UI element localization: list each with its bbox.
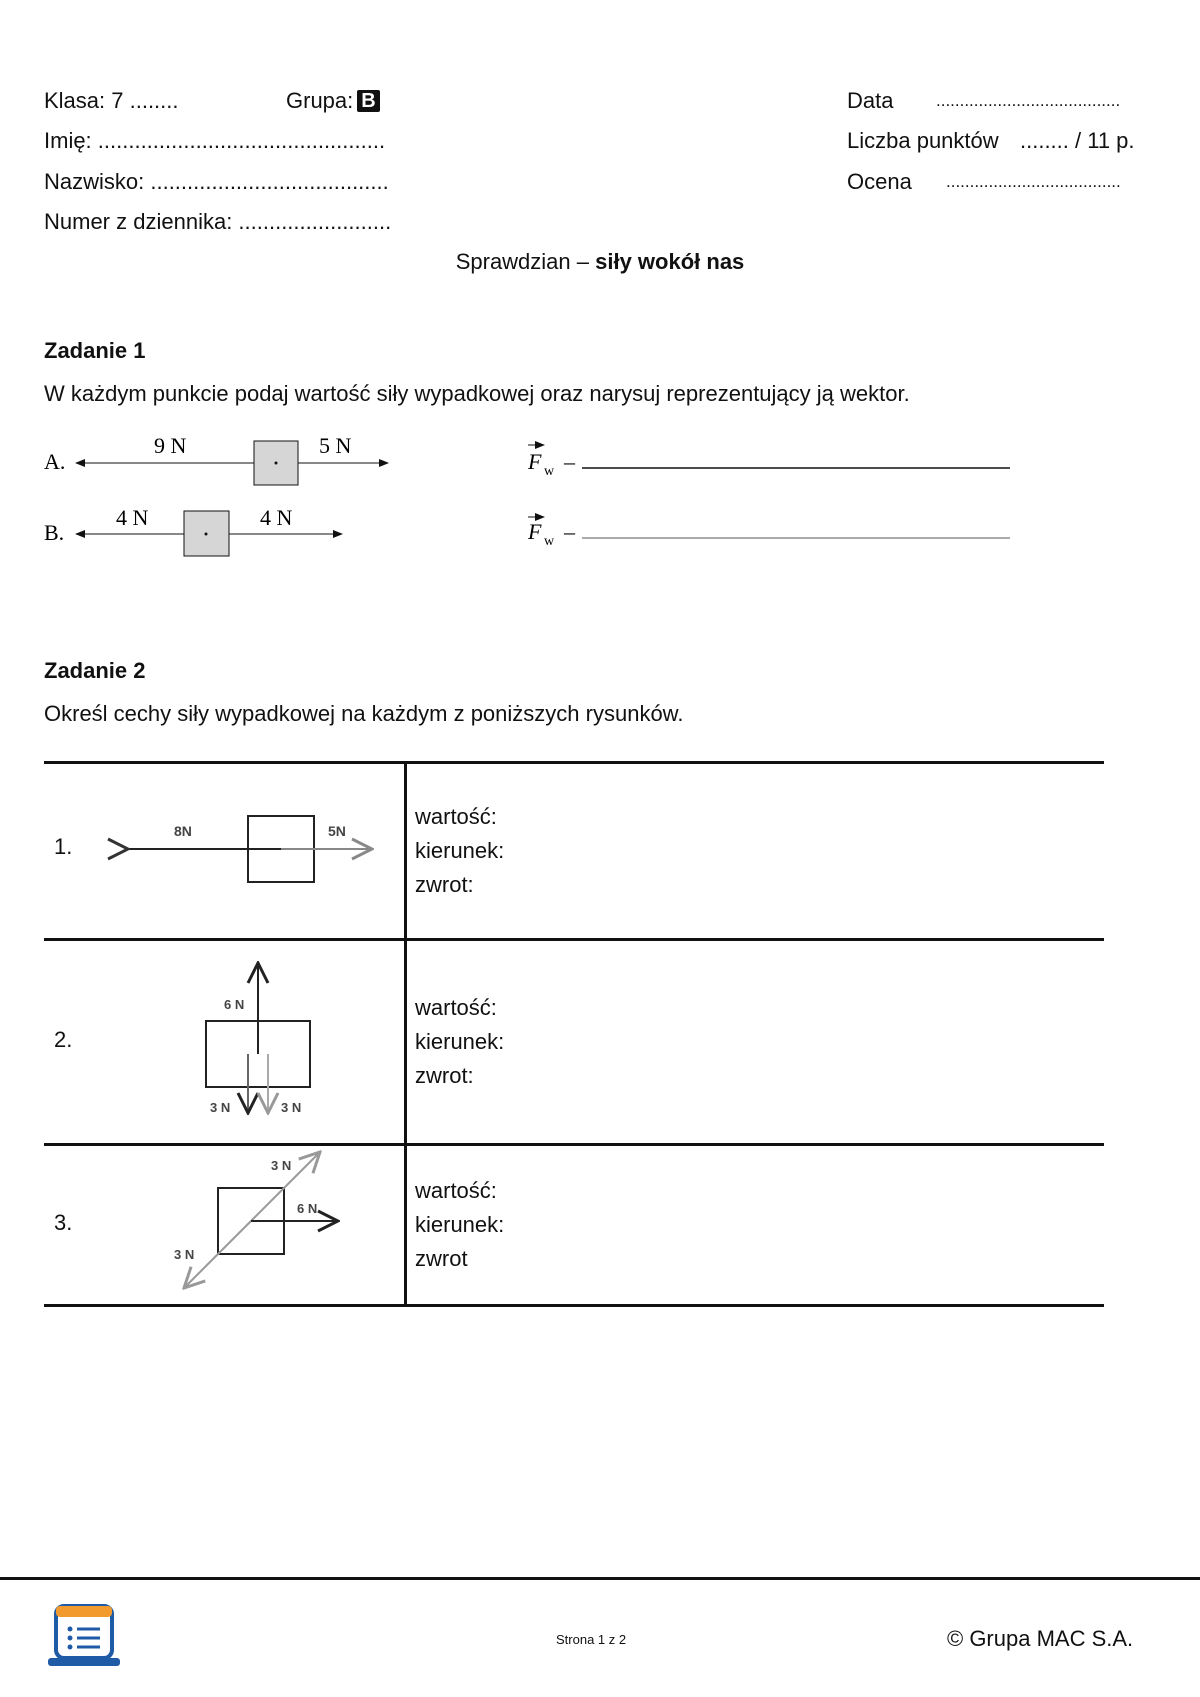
ocena-field[interactable]: ..................................... <box>946 172 1121 191</box>
row3-diag-force-2: 3 N <box>174 1247 195 1262</box>
document-logo-icon <box>46 1602 122 1670</box>
row1-figure-cell <box>44 763 406 940</box>
page-number: Strona 1 z 2 <box>556 1632 627 1647</box>
row1-zwrot: zwrot: <box>415 872 474 897</box>
row3-diag-force-1: 3 N <box>271 1158 292 1173</box>
task1-a-fw-symbol: F <box>528 449 542 474</box>
klasa-field: Klasa: 7 ........ <box>44 88 179 113</box>
task1-heading: Zadanie 1 <box>44 338 146 363</box>
row3-right-force: 6 N <box>297 1201 318 1216</box>
row3-number: 3. <box>54 1210 73 1235</box>
row2-figure-cell <box>44 940 406 1145</box>
row3-kierunek: kierunek: <box>415 1212 505 1237</box>
task1-text: W każdym punkcie podaj wartość siły wypadkowej oraz narysuj reprezentujący ją wektor. <box>44 381 910 406</box>
table-row <box>44 940 1104 1145</box>
row2-down-force-2: 3 N <box>281 1100 302 1115</box>
ocena-label: Ocena <box>847 169 912 194</box>
imie-field[interactable]: Imię: ............................................... <box>44 128 386 153</box>
grupa-badge: B <box>357 90 379 112</box>
task1-b-left-force: 4 N <box>116 505 149 530</box>
task2-text: Określ cechy siły wypadkowej na każdym z poniższych rysunków. <box>44 701 684 726</box>
grupa-field: Grupa: B <box>286 88 380 114</box>
task1-b-right-force: 4 N <box>260 505 293 530</box>
copyright: © Grupa MAC S.A. <box>947 1626 1134 1651</box>
task1-b-fw-dash: – <box>564 519 575 544</box>
task1-a-fw-dash: – <box>564 449 575 474</box>
row1-wartosc: wartość: <box>415 804 497 829</box>
row2-number: 2. <box>54 1027 73 1052</box>
row1-left-force: 8N <box>174 823 192 839</box>
footer-divider <box>0 1577 1200 1580</box>
row3-figure-cell <box>44 1145 406 1306</box>
row3-zwrot: zwrot <box>415 1246 468 1271</box>
task1-b-label: B. <box>44 520 65 545</box>
task2-heading: Zadanie 2 <box>44 658 146 683</box>
numer-field[interactable]: Numer z dziennika: ......................... <box>44 209 392 234</box>
data-label: Data <box>847 88 894 113</box>
punkty-label: Liczba punktów <box>847 128 999 153</box>
table-row <box>44 1145 1104 1306</box>
row3-figure <box>44 1146 404 1304</box>
task1-a-label: A. <box>44 449 66 474</box>
task1-b-fw-sub: w <box>544 534 555 549</box>
table-row <box>44 763 1104 940</box>
row2-wartosc: wartość: <box>415 995 497 1020</box>
row3-wartosc: wartość: <box>415 1178 497 1203</box>
nazwisko-field[interactable]: Nazwisko: ....................................... <box>44 169 389 194</box>
row1-right-force: 5N <box>328 823 346 839</box>
task1-a-right-force: 5 N <box>319 433 352 458</box>
row1-figure <box>44 764 404 938</box>
task1-a-fw-sub: w <box>544 464 555 479</box>
row1-answer-cell[interactable] <box>406 763 1105 940</box>
page-title: Sprawdzian – siły wokół nas <box>455 249 745 274</box>
row2-down-force-1: 3 N <box>210 1100 231 1115</box>
row2-kierunek: kierunek: <box>415 1029 505 1054</box>
task1-a-dot <box>275 462 278 465</box>
data-field[interactable]: ....................................... <box>936 91 1121 110</box>
row3-answer-cell[interactable] <box>406 1145 1105 1306</box>
row1-kierunek: kierunek: <box>415 838 505 863</box>
row2-figure <box>44 941 404 1143</box>
punkty-field[interactable]: ........ / 11 p. <box>1020 128 1135 153</box>
row2-answer-cell[interactable] <box>406 940 1105 1145</box>
task2-table <box>44 761 1104 1307</box>
task1-b-dot <box>205 533 208 536</box>
task1-diagrams <box>0 425 1200 565</box>
task1-b-fw-symbol: F <box>528 519 542 544</box>
task1-a-left-force: 9 N <box>154 433 187 458</box>
row2-up-force: 6 N <box>224 997 245 1012</box>
row2-zwrot: zwrot: <box>415 1063 474 1088</box>
row1-number: 1. <box>54 834 73 859</box>
